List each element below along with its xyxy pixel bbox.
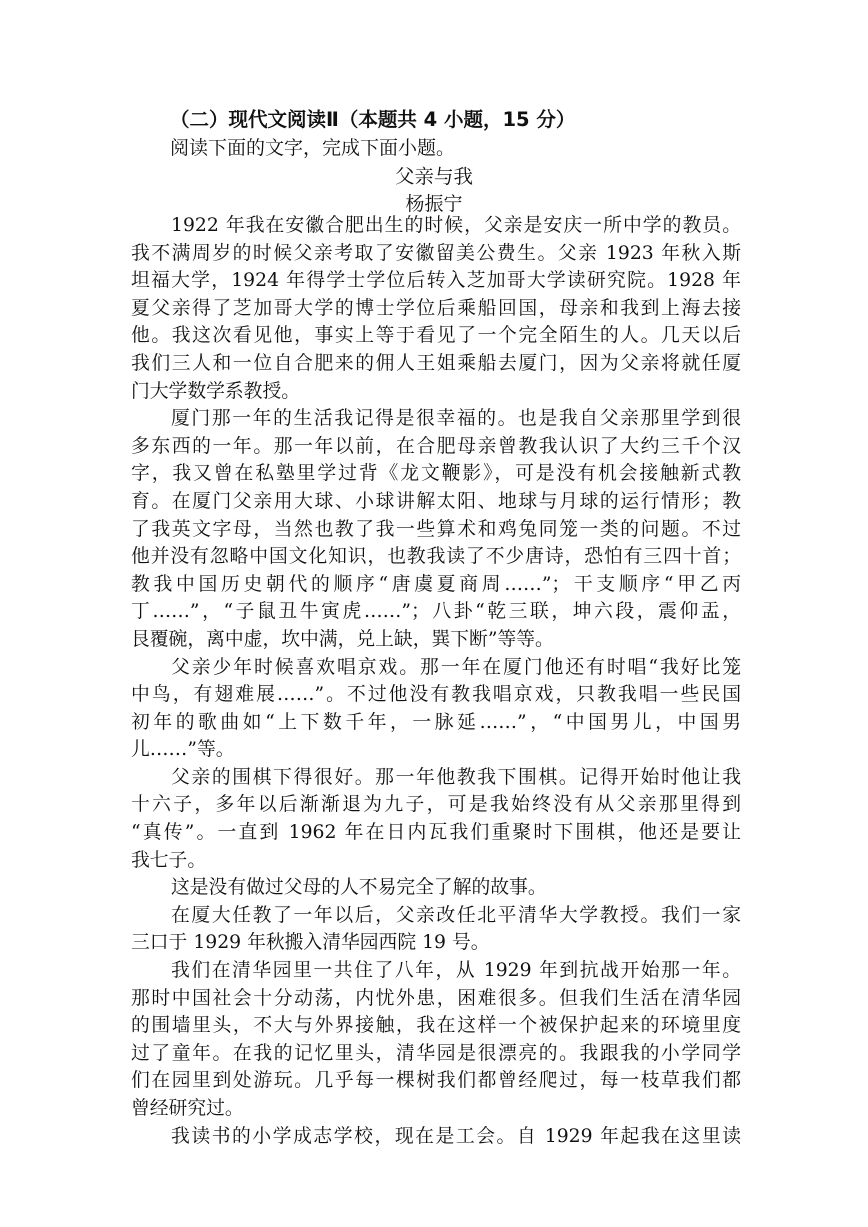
- text-line: 我不满周岁的时候父亲考取了安徽留美公费生。父亲 1923 年秋入斯: [131, 242, 741, 264]
- text-line: 艮覆碗，离中虚，坎中满，兑上缺，巽下断”等等。: [131, 628, 554, 650]
- section-title: （二）现代文阅读Ⅱ（本题共 4 小题，15 分）: [170, 108, 576, 131]
- article-body: [131, 212, 741, 1150]
- text-line: 三口于 1929 年秋搬入清华园西院 19 号。: [131, 932, 490, 954]
- article-author: 杨振宁: [405, 193, 463, 215]
- text-line: 十六子，多年以后渐渐退为九子，可是我始终没有从父亲那里得到: [131, 794, 741, 816]
- text-line: 夏父亲得了芝加哥大学的博士学位后乘船回国，母亲和我到上海去接: [131, 297, 741, 319]
- text-line: 儿……”等。: [131, 739, 235, 761]
- text-line: 我读书的小学成志学校，现在是工会。自 1929 年起我在这里读: [171, 1125, 741, 1147]
- text-line: 坦福大学，1924 年得学士学位后转入芝加哥大学读研究院。1928 年: [131, 270, 741, 292]
- text-line: 我们三人和一位自合肥来的佣人王姐乘船去厦门，因为父亲将就任厦: [131, 352, 741, 374]
- text-line: 多东西的一年。那一年以前，在合肥母亲曾教我认识了大约三千个汉: [131, 435, 741, 457]
- reading-instruction: 阅读下面的文字，完成下面小题。: [170, 137, 456, 159]
- text-line: “真传”。一直到 1962 年在日内瓦我们重聚时下围棋，他还是要让: [131, 822, 741, 844]
- text-line: 的围墙里头，不大与外界接触，我在这样一个被保护起来的环境里度: [131, 1015, 741, 1037]
- text-line: 育。在厦门父亲用大球、小球讲解太阳、地球与月球的运行情形；教: [131, 490, 741, 512]
- article-title: 父亲与我: [394, 165, 473, 188]
- text-line: 在厦大任教了一年以后，父亲改任北平清华大学教授。我们一家: [171, 904, 741, 926]
- text-line: 们在园里到处游玩。几乎每一棵树我们都曾经爬过，每一枝草我们都: [131, 1070, 741, 1092]
- text-line: 厦门那一年的生活我记得是很幸福的。也是我自父亲那里学到很: [171, 408, 741, 430]
- text-line: 初年的歌曲如“上下数千年，一脉延……”，“中国男儿，中国男: [131, 711, 741, 733]
- text-line: 我七子。: [131, 849, 207, 871]
- text-line: 那时中国社会十分动荡，内忧外患，困难很多。但我们生活在清华园: [131, 987, 741, 1009]
- text-line: 教我中国历史朝代的顺序“唐虞夏商周……”；干支顺序“甲乙丙: [131, 573, 741, 595]
- text-line: 1922 年我在安徽合肥出生的时候，父亲是安庆一所中学的教员。: [171, 215, 741, 236]
- text-line: 他。我这次看见他，事实上等于看见了一个完全陌生的人。几天以后: [131, 325, 741, 347]
- text-line: 门大学数学系教授。: [131, 380, 301, 402]
- text-line: 丁……”，“子鼠丑牛寅虎……”；八卦“乾三联，坤六段，震仰盂，: [131, 601, 741, 623]
- text-line: 我们在清华园里一共住了八年，从 1929 年到抗战开始那一年。: [171, 960, 741, 982]
- text-line: 中鸟，有翅难展……”。不过他没有教我唱京戏，只教我唱一些民国: [131, 684, 741, 706]
- text-line: 父亲的围棋下得很好。那一年他教我下围棋。记得开始时他让我: [171, 766, 741, 788]
- text-line: 这是没有做过父母的人不易完全了解的故事。: [171, 877, 547, 899]
- text-line: 他并没有忽略中国文化知识，也教我读了不少唐诗，恐怕有三四十首；: [131, 546, 741, 568]
- text-line: 父亲少年时候喜欢唱京戏。那一年在厦门他还有时唱“我好比笼: [171, 656, 741, 678]
- text-line: 字，我又曾在私塾里学过背《龙文鞭影》，可是没有机会接触新式教: [131, 463, 741, 485]
- text-line: 了我英文字母，当然也教了我一些算术和鸡兔同笼一类的问题。不过: [131, 518, 741, 540]
- text-line: 过了童年。在我的记忆里头，清华园是很漂亮的。我跟我的小学同学: [131, 1042, 741, 1064]
- text-line: 曾经研究过。: [131, 1098, 244, 1119]
